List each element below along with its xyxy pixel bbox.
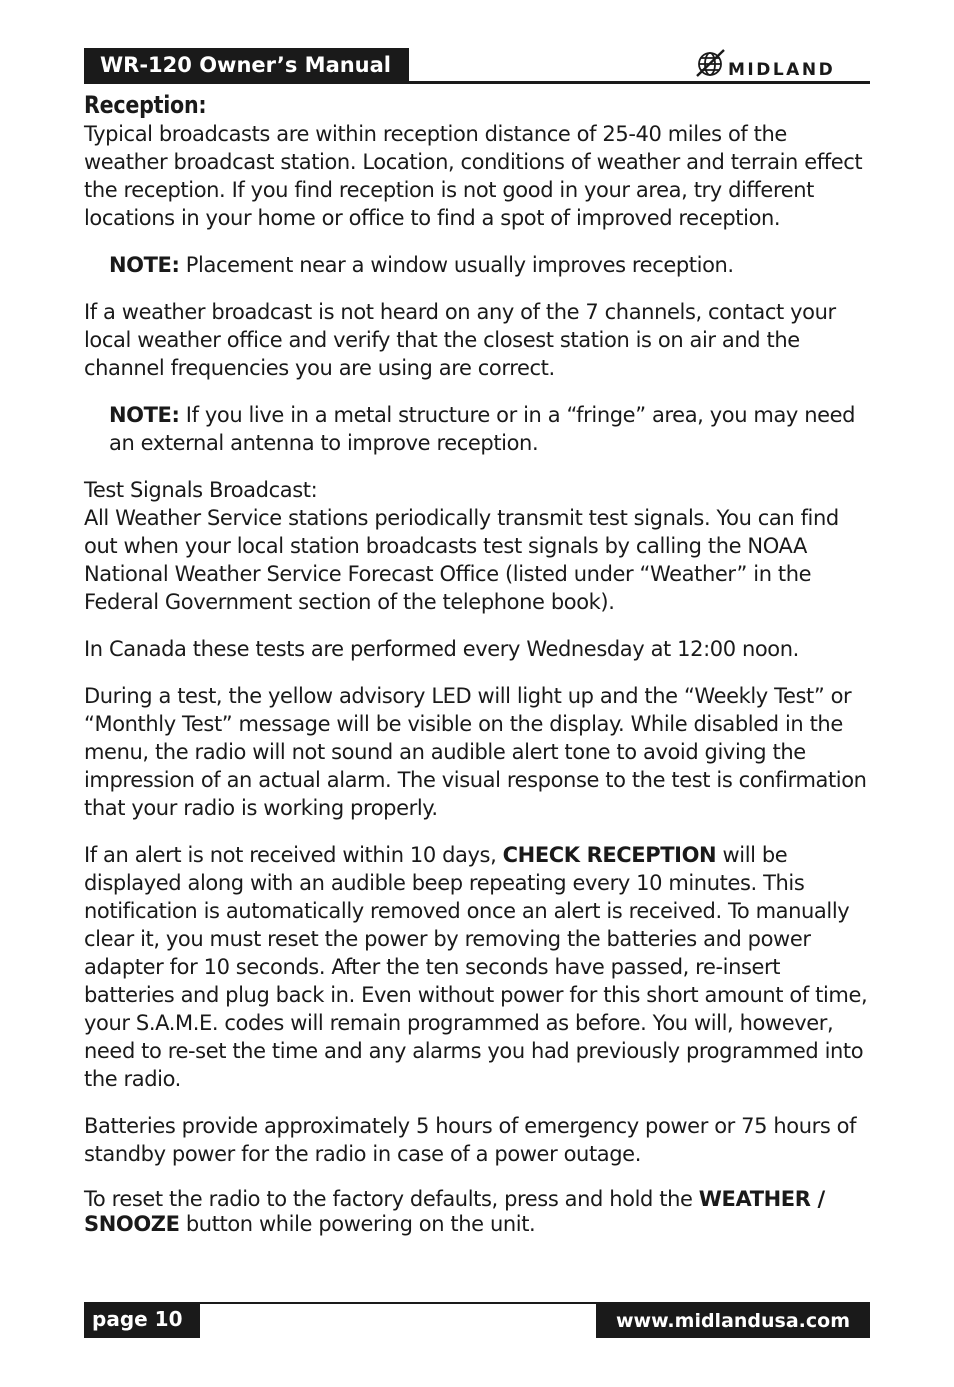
- logo-wordmark: MIDLAND: [728, 60, 836, 80]
- text-run: button while powering on the unit.: [179, 1212, 536, 1236]
- midland-logo: [694, 46, 870, 80]
- text-run: If an alert is not received within 10 days,: [84, 843, 503, 867]
- paragraph-check-reception: [84, 841, 874, 1093]
- paragraph-factory-reset: [84, 1187, 874, 1237]
- page-number: page 10: [84, 1302, 200, 1338]
- globe-icon: [697, 50, 724, 76]
- note-window: [84, 251, 874, 279]
- paragraph-typical-broadcasts: Typical broadcasts are within reception distance of 25-40 miles of the weather broadcast station. Location, conditions of weather and terrain effect the reception. If you find reception is not good in your area, try different locations in your home or office to find a spot of improved reception.: [84, 122, 863, 230]
- note-label: NOTE:: [109, 253, 180, 277]
- header-rule: [84, 81, 870, 84]
- note-text: If you live in a metal structure or in a “fringe” area, you may need an external antenna to improve reception.: [109, 403, 856, 455]
- paragraph-test-signals: All Weather Service stations periodically transmit test signals. You can find out when your local station broadcasts test signals by calling the NOAA National Weather Service Forecast Office (listed under “Weather” in the Federal Government section of the telephone book).: [84, 506, 839, 614]
- weather-snooze-label: WEATHER / SNOOZE: [84, 1187, 825, 1236]
- text-run: To reset the radio to the factory defaults, press and hold the: [84, 1187, 699, 1211]
- note-label: NOTE:: [109, 403, 180, 427]
- check-reception-label: CHECK RECEPTION: [502, 843, 717, 867]
- paragraph-channels: If a weather broadcast is not heard on any of the 7 channels, contact your local weather office and verify that the closest station is on air and the channel frequencies you are using are correct.: [84, 300, 836, 380]
- text-run: will be displayed along with an audible beep repeating every 10 minutes. This notification is automatically removed once an alert is received. To manually clear it, you must reset the power by removing the batteries and power adapter for 10 seconds. After the ten seconds have passed, re-insert batteries and plug back in. Even without power for this short amount of time, your S.A.M.E. codes will remain programmed as before. You will, however, need to re-set the time and any alarms you had previously programmed into the radio.: [84, 843, 868, 1091]
- note-antenna: [84, 401, 874, 457]
- note-text: Placement near a window usually improves reception.: [179, 253, 734, 277]
- paragraph-during-test: During a test, the yellow advisory LED will light up and the “Weekly Test” or “Monthly Test” message will be visible on the display. While disabled in the menu, the radio will not sound an audible alert tone to avoid giving the impression of an actual alarm. The visual response to the test is confirmation that your radio is working properly.: [84, 684, 867, 820]
- section-title: Reception:: [84, 91, 207, 119]
- paragraph-canada-tests: In Canada these tests are performed every Wednesday at 12:00 noon.: [84, 637, 799, 661]
- website-url: www.midlandusa.com: [596, 1302, 870, 1338]
- paragraph-batteries: Batteries provide approximately 5 hours of emergency power or 75 hours of standby power for the radio in case of a power outage.: [84, 1114, 857, 1166]
- page-content: [84, 90, 874, 1237]
- test-signals-heading: Test Signals Broadcast:: [84, 478, 318, 502]
- manual-title: WR-120 Owner’s Manual: [84, 48, 409, 82]
